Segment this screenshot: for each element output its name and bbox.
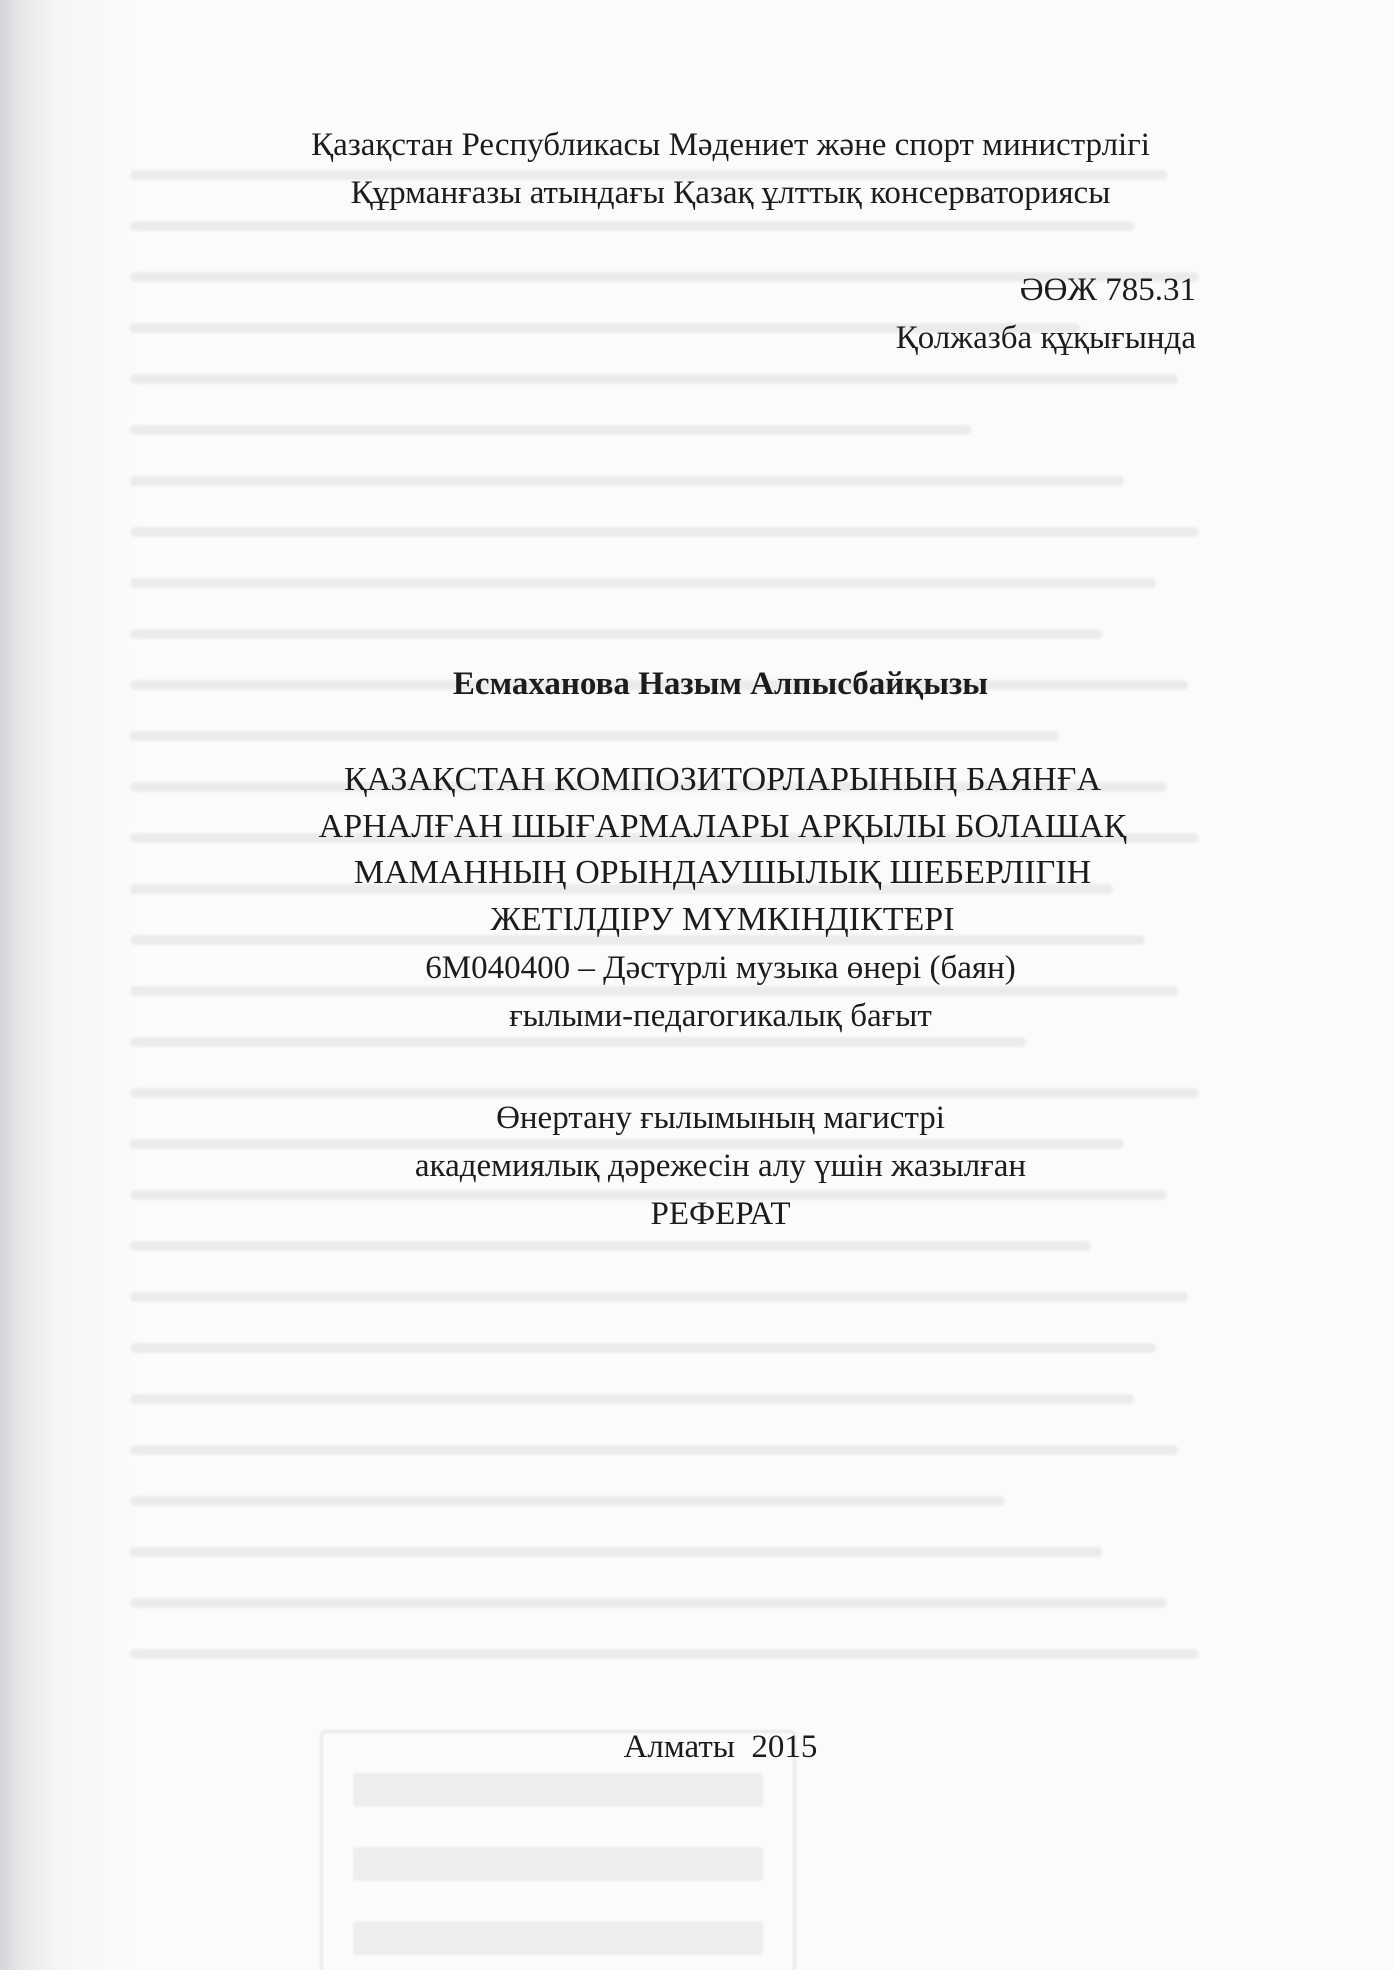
ministry-name: Қазақстан Республикасы Мәдениет және спорт министрлігі [311, 127, 1150, 163]
title-line: АРНАЛҒАН ШЫҒАРМАЛАРЫ АРҚЫЛЫ БОЛАШАҚ [318, 808, 1127, 845]
conservatory-name: Құрманғазы атындағы Қазақ ұлттық консерваториясы [350, 175, 1111, 211]
title-line: ЖЕТІЛДІРУ МҮМКІНДІКТЕРІ [490, 901, 955, 938]
specialty-code: 6М040400 – Дәстүрлі музыка өнері (баян) [425, 950, 1016, 986]
degree-line: академиялық дәрежесін алу үшін жазылған [414, 1148, 1027, 1184]
title-line: МАМАННЫҢ ОРЫНДАУШЫЛЫҚ ШЕБЕРЛІГІН [353, 854, 1092, 891]
author-name: Есмаханова Назым Алпысбайқызы [452, 666, 989, 702]
udc-code: ӘӨЖ 785.31 [1019, 272, 1196, 308]
direction: ғылыми-педагогикалық бағыт [509, 998, 932, 1034]
manuscript-note: Қолжазба құқығында [895, 320, 1196, 356]
title-line: ҚАЗАҚСТАН КОМПОЗИТОРЛАРЫНЫҢ БАЯНҒА [343, 761, 1102, 798]
degree-line: Өнертану ғылымының магистрі [496, 1100, 945, 1136]
city-year: Алматы 2015 [623, 1729, 818, 1765]
document-type: РЕФЕРАТ [650, 1196, 791, 1232]
